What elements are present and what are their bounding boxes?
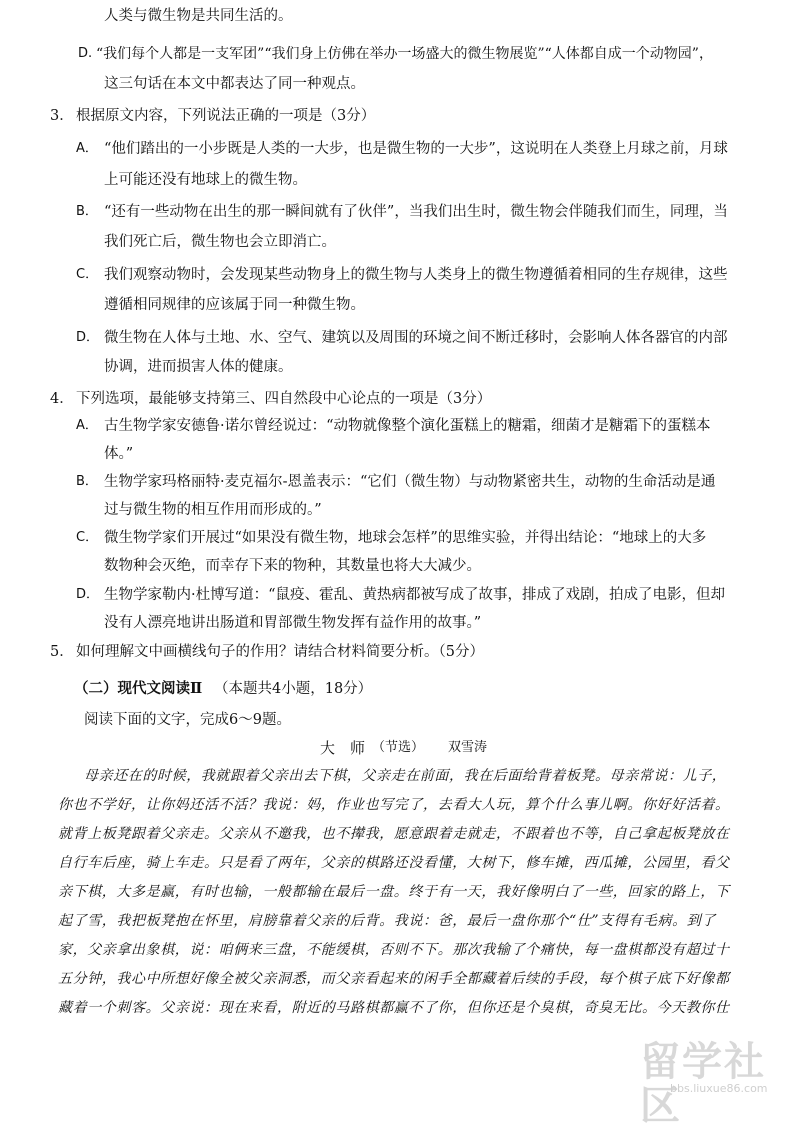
option-text: 古生物学家安德鲁·诺尔曾经说过：“动物就像整个演化蛋糕上的糖霜，细菌才是糖霜下的蛋糕本: [104, 418, 711, 434]
story-line: 母亲还在的时候，我就跟着父亲出去下棋，父亲走在前面，我在后面给背着板凳。母亲常说：儿子，: [84, 768, 727, 784]
story-line: 起了雪，我把板凳抱在怀里，肩膀靠着父亲的后背。我说：爸，最后一盘你那个“仕”支得有毛病。到了: [58, 913, 716, 929]
story-line: 自行车后座，骑上车走。只是看了两年，父亲的棋路还没看懂，大树下，修车摊，西瓜摊，公园里，看父: [58, 855, 730, 871]
option-text: 体。”: [104, 446, 134, 462]
story-line: 就背上板凳跟着父亲走。父亲从不邀我，也不撵我，愿意跟着走就走，不跟着也不等，自己拿起板凳放在: [58, 826, 730, 842]
text-line: 这三句话在本文中都表达了同一种观点。: [104, 76, 365, 92]
section-note: （本题共4小题，18分）: [214, 681, 373, 697]
question-stem: 下列选项，最能够支持第三、四自然段中心论点的一项是（3分）: [76, 391, 492, 407]
story-line: 你也不学好，让你妈还活不活？我说：妈，作业也写完了，去看大人玩，算个什么事儿啊。你好好活着。: [58, 797, 730, 813]
option-text: “他们踏出的一小步既是人类的一大步，也是微生物的一大步”，这说明在人类登上月球之前，月球: [104, 141, 728, 157]
option-text: 没有人漂亮地讲出肠道和胃部微生物发挥有益作用的故事。”: [104, 615, 482, 631]
story-line: 藏着一个刺客。父亲说：现在来看，附近的马路棋都赢不了你，但你还是个臭棋，奇臭无比。今天教你仕: [58, 1000, 730, 1016]
option-label: D．: [76, 330, 100, 345]
story-line: 亲下棋，大多是赢，有时也输，一般都输在最后一盘。终于有一天，我好像明白了一些，回家的路上，下: [58, 884, 730, 900]
option-text: 生物学家玛格丽特·麦克福尔-恩盖表示：“它们（微生物）与动物紧密共生，动物的生命活动是通: [104, 474, 716, 490]
option-text: 协调，进而损害人体的健康。: [104, 359, 293, 375]
option-text: 遵循相同规律的应该属于同一种微生物。: [104, 297, 365, 313]
option-label: A．: [76, 418, 98, 433]
option-text: 过与微生物的相互作用而形成的。”: [104, 502, 322, 518]
option-text: 微生物学家们开展过“如果没有微生物，地球会怎样”的思维实验，并得出结论：“地球上的大多: [104, 530, 707, 546]
question-number: 3．: [50, 108, 74, 124]
story-title: 大 师: [320, 739, 366, 757]
option-text: 我们死亡后，微生物也会立即消亡。: [104, 234, 336, 250]
story-line: 家，父亲拿出象棋，说：咱俩来三盘，不能缓棋，否则不下。那次我输了个痛快，每一盘棋都没有超过十: [58, 942, 730, 958]
story-author: 双雪涛: [448, 740, 488, 755]
text-line: “我们每个人都是一支军团”“我们身上仿佛在举办一场盛大的微生物展览”“人体都自成一个动物园”，: [96, 46, 713, 62]
watermark-text: 留学社区: [640, 1039, 766, 1129]
option-text: 数物种会灭绝，而幸存下来的物种，其数量也将大大减少。: [104, 558, 481, 574]
option-label: D．: [76, 587, 100, 602]
question-number: 4．: [50, 391, 74, 407]
option-text: 生物学家勒内·杜博写道：“鼠疫、霍乱、黄热病都被写成了故事，排成了戏剧，拍成了电影，但却: [104, 587, 726, 603]
option-text: 上可能还没有地球上的微生物。: [104, 172, 307, 188]
question-stem: 根据原文内容，下列说法正确的一项是（3分）: [76, 108, 376, 124]
section-heading: （二）现代文阅读Ⅱ: [74, 680, 203, 697]
option-label: C．: [76, 267, 99, 282]
option-label: D.: [78, 46, 93, 61]
option-label: B．: [76, 474, 98, 489]
option-label: B．: [76, 204, 98, 219]
question-stem: 如何理解文中画横线句子的作用？请结合材料简要分析。（5分）: [76, 644, 484, 660]
option-label: A．: [76, 141, 98, 156]
option-text: “还有一些动物在出生的那一瞬间就有了伙伴”，当我们出生时，微生物会伴随我们而生，同理，当: [104, 204, 728, 220]
option-text: 微生物在人体与土地、水、空气、建筑以及周围的环境之间不断迁移时，会影响人体各器官的内部: [104, 330, 728, 346]
text-line: 人类与微生物是共同生活的。: [104, 8, 293, 24]
question-number: 5．: [50, 644, 74, 660]
watermark-url: bbs.liuxue86.com: [670, 1082, 768, 1095]
instruction: 阅读下面的文字，完成6～9题。: [84, 712, 291, 728]
story-subtitle: （节选）: [372, 740, 425, 755]
option-text: 我们观察动物时，会发现某些动物身上的微生物与人类身上的微生物遵循着相同的生存规律，这些: [104, 267, 728, 283]
option-label: C．: [76, 530, 99, 545]
story-line: 五分钟，我心中所想好像全被父亲洞悉，而父亲看起来的闲手全都藏着后续的手段，每个棋子底下好像都: [58, 971, 730, 987]
watermark: [640, 1039, 790, 1129]
